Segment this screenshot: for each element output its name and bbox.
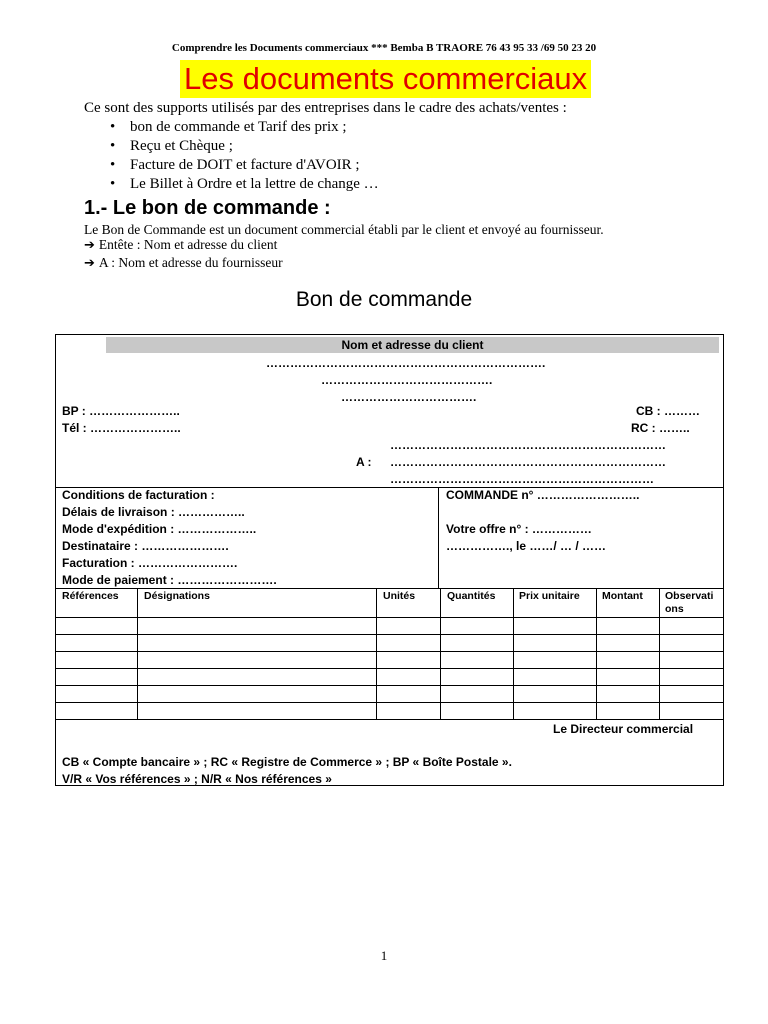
column-header-quantites: Quantités [447, 590, 496, 602]
column-header-references: Références [62, 590, 119, 602]
form-title: Bon de commande [295, 288, 473, 311]
votre-offre-field: Votre offre n° : …………… [446, 522, 592, 536]
table-row [56, 719, 723, 720]
column-header-prix-unitaire: Prix unitaire [519, 590, 580, 602]
column-header-observations: Observati ons [665, 590, 714, 615]
list-item: • Le Billet à Ordre et la lettre de change … [110, 175, 379, 194]
list-item: • bon de commande et Tarif des prix ; [110, 118, 379, 137]
column-divider [440, 588, 441, 719]
page-header: Comprendre les Documents commerciaux *** Bemba B TRAORE 76 43 95 33 /69 50 23 20 [171, 42, 597, 54]
table-row [56, 685, 723, 686]
table-row [56, 651, 723, 652]
mode-expedition-field: Mode d'expédition : ……………….. [62, 522, 257, 536]
supplier-dots-3: ………………………………………………………… [390, 472, 654, 486]
conditions-label: Conditions de facturation : [62, 488, 215, 502]
column-divider [513, 588, 514, 719]
column-header-montant: Montant [602, 590, 643, 602]
bp-field: BP : ………………….. [62, 404, 180, 418]
section-title: 1.- Le bon de commande : [84, 197, 331, 219]
mode-paiement-field: Mode de paiement : ……………………. [62, 573, 277, 587]
order-form [55, 334, 724, 786]
list-item: • Facture de DOIT et facture d'AVOIR ; [110, 156, 379, 175]
intro-text: Ce sont des supports utilisés par des entreprises dans le cadre des achats/ventes : [84, 100, 567, 116]
table-row [56, 668, 723, 669]
column-divider [596, 588, 597, 719]
rc-field: RC : …….. [631, 421, 690, 435]
column-header-unites: Unités [383, 590, 416, 602]
supplier-dots-2: …………………………………………………………… [390, 455, 666, 469]
table-row [56, 702, 723, 703]
divider [56, 588, 723, 589]
column-divider [659, 588, 660, 719]
column-divider [137, 588, 138, 719]
client-header-bar: Nom et adresse du client [106, 337, 719, 353]
column-header-designations: Désignations [144, 590, 210, 602]
client-address-dots: ……………………………………. [321, 373, 493, 387]
director-signature: Le Directeur commercial [553, 722, 694, 736]
arrow-line-client: ➔ Entête : Nom et adresse du client [84, 237, 278, 253]
column-divider [376, 588, 377, 719]
table-header-bottom [56, 617, 723, 618]
table-row [56, 634, 723, 635]
date-field: ……………., le ……/ … / …… [446, 539, 607, 553]
destinataire-field: Destinataire : …………………. [62, 539, 229, 553]
commande-number-field: COMMANDE n° …………………….. [446, 488, 640, 502]
list-item: • Reçu et Chèque ; [110, 137, 379, 156]
tel-field: Tél : ………………….. [62, 421, 181, 435]
main-title: Les documents commerciaux [180, 60, 591, 98]
arrow-right-icon: ➔ [84, 256, 95, 271]
arrow-right-icon: ➔ [84, 238, 95, 253]
divider [438, 487, 439, 588]
a-label: A : [356, 455, 372, 469]
client-city-dots: ……………………………. [341, 390, 477, 404]
abbreviations-line-2: V/R « Vos références » ; N/R « Nos références » [62, 772, 332, 786]
client-name-dots: ……………………………………………………………. [266, 356, 546, 370]
abbreviations-line-1: CB « Compte bancaire » ; RC « Registre de Commerce » ; BP « Boîte Postale ». [62, 755, 512, 769]
facturation-field: Facturation : ……………………. [62, 556, 238, 570]
supplier-dots-1: …………………………………………………………… [390, 438, 666, 452]
delais-field: Délais de livraison : …………….. [62, 505, 245, 519]
bullet-list [110, 118, 379, 194]
page-number: 1 [380, 948, 388, 963]
cb-field: CB : ……… [636, 404, 700, 418]
section-description: Le Bon de Commande est un document commercial établi par le client et envoyé au fournisseur. [84, 222, 604, 237]
arrow-line-supplier: ➔ A : Nom et adresse du fournisseur [84, 255, 283, 271]
